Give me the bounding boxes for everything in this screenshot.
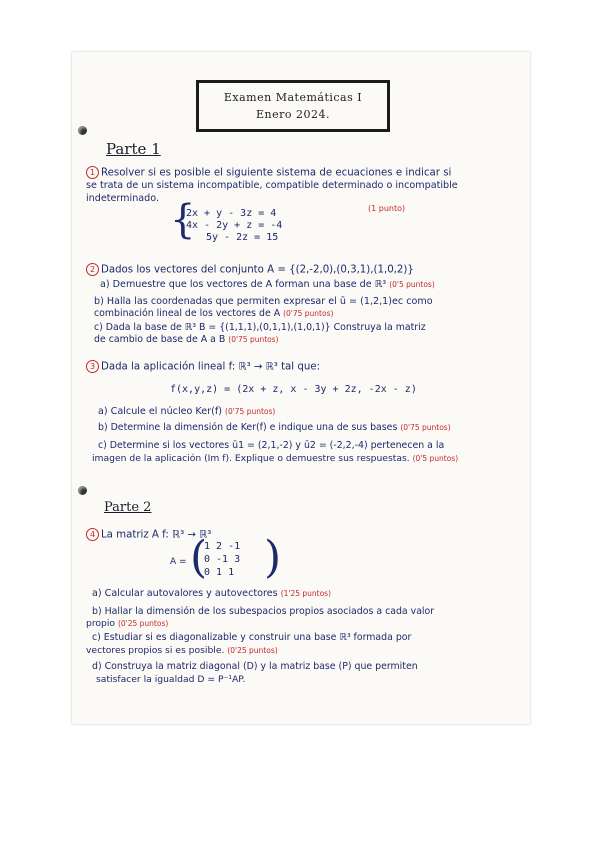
q4c <box>86 645 278 657</box>
system-eq1: 2x + y - 3z = 4 <box>186 208 277 219</box>
q2b-points: (0'75 puntos) <box>283 309 334 318</box>
q2-text: Dados los vectores del conjunto A = {(2,-2,0),(0,3,1),(1,0,2)} <box>101 264 414 276</box>
q3c-points: (0'5 puntos) <box>412 454 459 463</box>
q2c-text-1: c) Dada la base de ℝ³ B = {(1,1,1),(0,1,1),(1,0,1)} Construya la matriz <box>94 322 426 333</box>
q3c <box>92 453 458 465</box>
q3a <box>98 406 275 418</box>
q3-number: 3 <box>86 360 99 373</box>
q3-text: Dada la aplicación lineal f: ℝ³ → ℝ³ tal que: <box>101 361 320 373</box>
q4b-text-1: b) Hallar la dimensión de los subespacios propios asociados a cada valor <box>92 606 435 617</box>
q2b-text-2: combinación lineal de los vectores de A <box>94 308 281 319</box>
q4d-text-2: satisfacer la igualdad D = P⁻¹AP. <box>96 674 246 685</box>
system-eq2: 4x - 2y + z = -4 <box>186 220 283 231</box>
q2-line1 <box>86 263 414 277</box>
q3-formula: f(x,y,z) = (2x + z, x - 3y + 2z, -2x - z) <box>170 384 417 395</box>
q2-number: 2 <box>86 263 99 276</box>
q4a-text: a) Calcular autovalores y autovectores <box>92 588 278 599</box>
q3c-text-2: imagen de la aplicación (Im f). Explique o demuestre sus respuestas. <box>92 453 410 464</box>
q2a <box>100 279 435 291</box>
matrix-A <box>190 532 282 583</box>
q1-points: (1 punto) <box>368 204 406 213</box>
binder-hole <box>78 126 87 135</box>
matrix-row-3: 0 1 1 <box>204 567 235 578</box>
q4c-text-1: c) Estudiar si es diagonalizable y construir una base ℝ³ formada por <box>92 632 412 643</box>
q3b-points: (0'75 puntos) <box>400 423 451 432</box>
q1-text-2: se trata de un sistema incompatible, compatible determinado o incompatible <box>86 180 458 191</box>
q3c-text-1: c) Determine si los vectores ū1 = (2,1,-2) y ū2 = (-2,2,-4) pertenecen a la <box>98 440 445 451</box>
q2c <box>94 334 279 346</box>
matrix-label: A = <box>170 557 187 567</box>
exam-title: Examen Matemáticas I <box>223 91 363 104</box>
q4b <box>86 618 168 630</box>
q3b-text: b) Determine la dimensión de Ker(f) e indique una de sus bases <box>98 422 398 433</box>
matrix-row-2: 0 -1 3 <box>204 554 241 565</box>
q4b-points: (0'25 puntos) <box>117 619 169 628</box>
q3-line1 <box>86 360 320 374</box>
q1-text-1: Resolver si es posible el siguiente sistema de ecuaciones e indicar si <box>101 167 452 179</box>
part-2-heading: Parte 2 <box>104 500 152 515</box>
q3a-text: a) Calcule el núcleo Ker(f) <box>98 406 222 417</box>
q2a-text: a) Demuestre que los vectores de A forman una base de ℝ³ <box>100 279 387 290</box>
exam-title-box <box>196 80 390 132</box>
q2c-text-2: de cambio de base de A a B <box>94 334 226 345</box>
system-brace: { <box>170 197 196 243</box>
q2c-points: (0'75 puntos) <box>228 335 279 344</box>
system-eq3: 5y - 2z = 15 <box>206 232 279 243</box>
matrix-left-bracket: ( <box>190 532 208 583</box>
matrix-right-bracket: ) <box>264 532 282 583</box>
binder-hole <box>78 486 87 495</box>
q2b <box>94 308 333 320</box>
q2a-points: (0'5 puntos) <box>389 280 435 289</box>
q4a-points: (1'25 puntos) <box>280 589 332 598</box>
q4b-text-2: propio <box>86 618 116 629</box>
q2b-text-1: b) Halla las coordenadas que permiten expresar el ū = (1,2,1)ec como <box>94 296 433 307</box>
q3b <box>98 422 451 434</box>
part-1-heading: Parte 1 <box>106 140 161 158</box>
q4-text: La matriz A f: ℝ³ → ℝ³ <box>101 529 212 541</box>
q4a <box>92 588 331 600</box>
q1-number: 1 <box>86 166 99 179</box>
q4d-text-1: d) Construya la matriz diagonal (D) y la matriz base (P) que permiten <box>92 661 418 672</box>
matrix-row-1: 1 2 -1 <box>204 541 241 552</box>
q4-number: 4 <box>86 528 99 541</box>
q4c-points: (0'25 puntos) <box>227 646 278 655</box>
q1-line1 <box>86 166 451 180</box>
q1-text-3: indeterminado. <box>86 193 159 204</box>
q3a-points: (0'75 puntos) <box>225 407 276 416</box>
exam-date: Enero 2024. <box>256 108 330 121</box>
q4c-text-2: vectores propios si es posible. <box>86 645 225 656</box>
